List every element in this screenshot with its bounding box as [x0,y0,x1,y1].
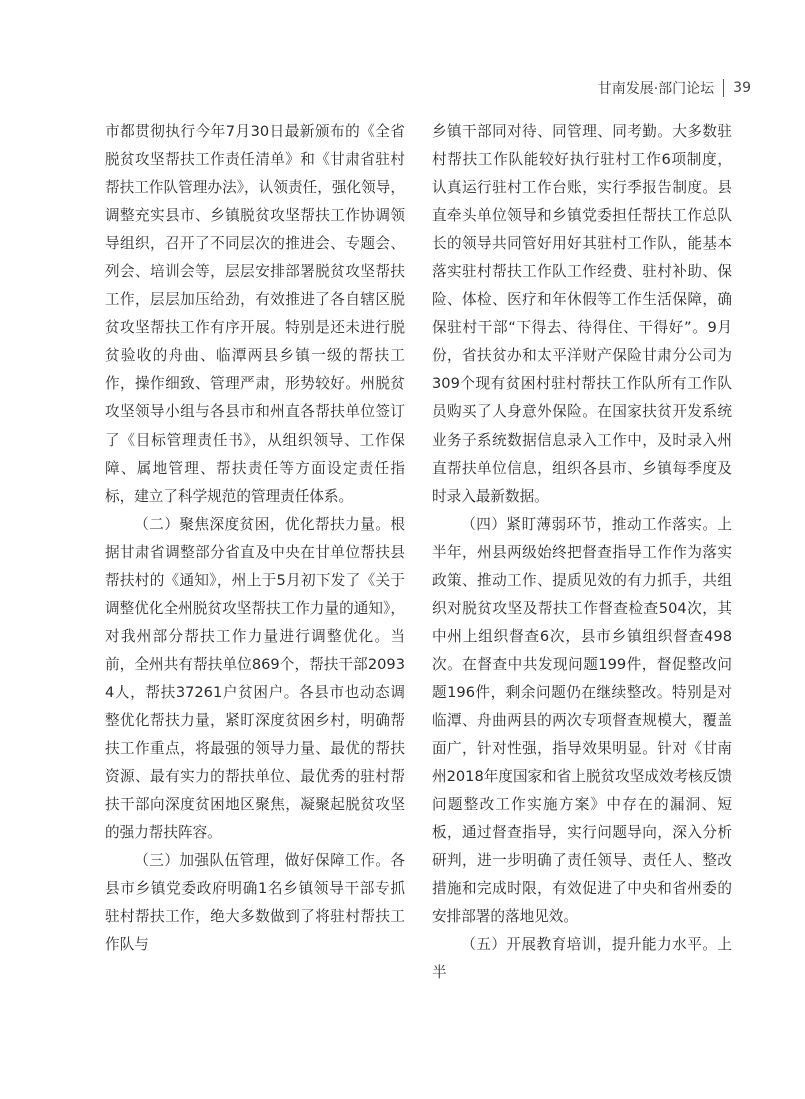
page-number: 39 [733,80,751,96]
paragraph: （二）聚焦深度贫困，优化帮扶力量。根据甘肃省调整部分省直及中央在甘单位帮扶县帮扶村的《通知》，州上于5月初下发了《关于调整优化全州脱贫攻坚帮扶工作力量的通知》，对我州部分帮扶工作力量进行调整优化。当前，全州共有帮扶单位869个，帮扶干部20934人，帮扶37261户贫困户。各县市也动态调整优化帮扶力量，紧盯深度贫困乡村，明确帮扶工作重点，将最强的领导力量、最优的帮扶资源、最有实力的帮扶单位、最优秀的驻村帮扶干部向深度贫困地区聚焦，凝聚起脱贫攻坚的强力帮扶阵容。 [105,515,405,842]
header-divider [723,79,724,97]
right-column [432,118,732,987]
paragraph: 市都贯彻执行今年7月30日最新颁布的《全省脱贫攻坚帮扶工作责任清单》和《甘肃省驻村帮扶工作队管理办法》，认领责任，强化领导，调整充实县市、乡镇脱贫攻坚帮扶工作协调领导组织，召开了不同层次的推进会、专题会、列会、培训会等，层层安排部署脱贫攻坚帮扶工作，层层加压给劲，有效推进了各自辖区脱贫攻坚帮扶工作有序开展。特别是还未进行脱贫验收的舟曲、临潭两县乡镇一级的帮扶工作，操作细致、管理严肃，形势较好。州脱贫攻坚领导小组与各县市和州直各帮扶单位签订了《目标管理责任书》，从组织领导、工作保障、属地管理、帮扶责任等方面设定责任指标，建立了科学规范的管理责任体系。 [105,123,405,505]
paragraph: （五）开展教育培训，提升能力水平。上半 [432,936,732,982]
paragraph: （四）紧盯薄弱环节，推动工作落实。上半年，州县两级始终把督查指导工作作为落实政策、推动工作、提质见效的有力抓手，共组织对脱贫攻坚及帮扶工作督查检查504次，其中州上组织督查6次，县市乡镇组织督查498次。在督查中共发现问题199件，督促整改问题196件，剩余问题仍在继续整改。特别是对临潭、舟曲两县的两次专项督查规模大，覆盖面广，针对性强，指导效果明显。针对《甘南州2018年度国家和省上脱贫攻坚成效考核反馈问题整改工作实施方案》中存在的漏洞、短板，通过督查指导，实行问题导向，深入分析研判，进一步明确了责任领导、责任人、整改措施和完成时限，有效促进了中央和省州委的安排部署的落地见效。 [432,515,732,926]
running-title: 甘南发展·部门论坛 [597,81,715,97]
paragraph: 乡镇干部同对待、同管理、同考勤。大多数驻村帮扶工作队能较好执行驻村工作6项制度，认真运行驻村工作台账，实行季报告制度。县直牵头单位领导和乡镇党委担任帮扶工作总队长的领导共同管好用好其驻村工作队，能基本落实驻村帮扶工作队工作经费、驻村补助、保险、体检、医疗和年休假等工作生活保障，确保驻村干部“下得去、待得住、干得好”。9月份，省扶贫办和太平洋财产保险甘肃分公司为309个现有贫困村驻村帮扶工作队所有工作队员购买了人身意外保险。在国家扶贫开发系统业务子系统数据信息录入工作中，及时录入州直帮扶单位信息，组织各县市、乡镇每季度及时录入最新数据。 [432,123,732,505]
left-column [105,118,405,959]
paragraph: （三）加强队伍管理，做好保障工作。各县市乡镇党委政府明确1名乡镇领导干部专抓驻村帮扶工作，绝大多数做到了将驻村帮扶工作队与 [105,852,405,954]
running-header [598,78,751,98]
